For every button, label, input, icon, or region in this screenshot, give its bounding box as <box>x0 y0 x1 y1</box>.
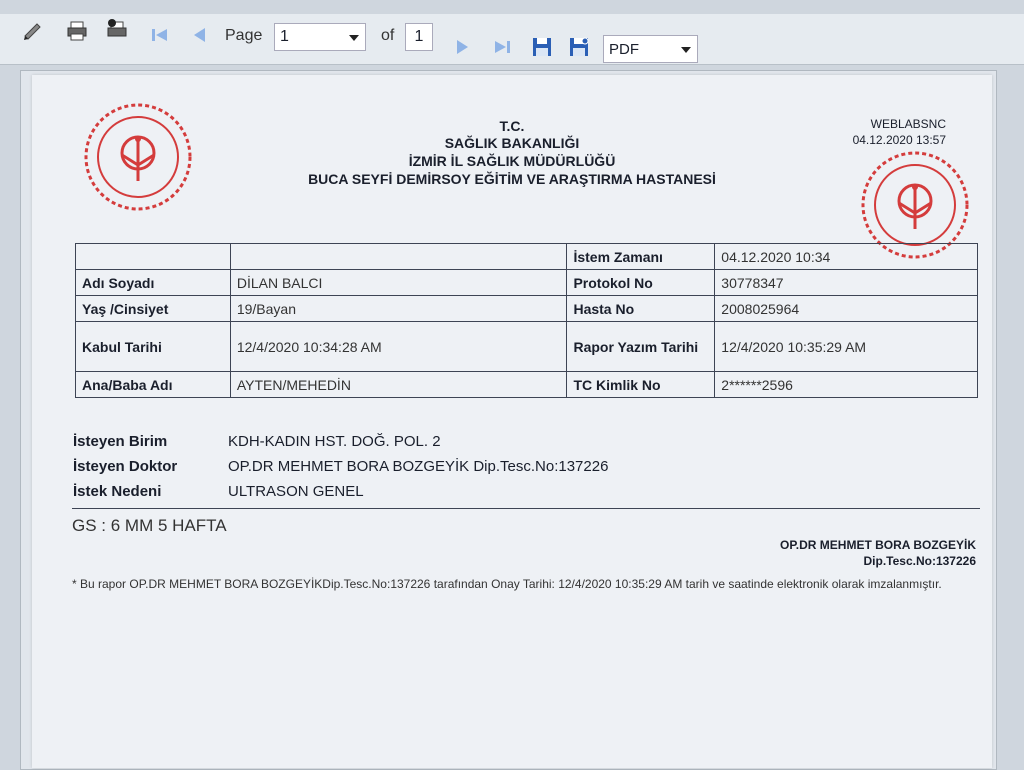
export-icon[interactable] <box>568 36 590 58</box>
isteyen-birim-value: KDH-KADIN HST. DOĞ. POL. 2 <box>228 433 441 450</box>
isteyen-doktor-label: İsteyen Doktor <box>73 458 178 475</box>
chevron-down-icon <box>349 35 359 41</box>
table-row <box>76 244 978 270</box>
table-row <box>76 322 978 372</box>
istem-value: 04.12.2020 10:34 <box>715 244 978 270</box>
system-code: WEBLABSNC <box>870 117 946 131</box>
export-format-value: PDF <box>609 41 639 58</box>
istek-nedeni-label: İstek Nedeni <box>73 483 162 500</box>
istek-nedeni-value: ULTRASON GENEL <box>228 483 364 500</box>
header-directorate: İZMİR İL SAĞLIK MÜDÜRLÜĞÜ <box>408 153 616 169</box>
page-number-select[interactable] <box>274 23 366 51</box>
pencil-icon[interactable] <box>22 20 44 42</box>
table-row <box>76 372 978 398</box>
hasta-label: Hasta No <box>567 296 715 322</box>
last-page-icon[interactable] <box>491 36 513 58</box>
isteyen-birim-label: İsteyen Birim <box>73 433 168 450</box>
hasta-value: 2008025964 <box>715 296 978 322</box>
ana-baba-value: AYTEN/MEHEDİN <box>230 372 567 398</box>
adi-soyadi-value: DİLAN BALCI <box>230 270 567 296</box>
total-pages: 1 <box>405 23 433 51</box>
print-icon[interactable] <box>66 20 88 42</box>
patient-info-table <box>75 243 978 398</box>
signature-name: OP.DR MEHMET BORA BOZGEYİK <box>779 538 976 552</box>
of-label: of <box>381 27 395 44</box>
prev-page-icon[interactable] <box>189 24 211 46</box>
istem-label: İstem Zamanı <box>567 244 715 270</box>
print-datetime: 04.12.2020 13:57 <box>852 133 946 147</box>
adi-soyadi-label: Adı Soyadı <box>76 270 231 296</box>
isteyen-doktor-value: OP.DR MEHMET BORA BOZGEYİK Dip.Tesc.No:137226 <box>228 458 609 475</box>
next-page-icon[interactable] <box>451 36 473 58</box>
tc-kimlik-value: 2******2596 <box>715 372 978 398</box>
ana-baba-label: Ana/Baba Adı <box>76 372 231 398</box>
save-icon[interactable] <box>531 36 553 58</box>
e-signature-note: * Bu rapor OP.DR MEHMET BORA BOZGEYİKDip.Tesc.No:137226 tarafından Onay Tarihi: 12/4/2020 10:35:29 AM tarih ve saatinde elektronik olarak imzalanmıştır. <box>72 577 942 591</box>
yas-value: 19/Bayan <box>230 296 567 322</box>
kabul-value: 12/4/2020 10:34:28 AM <box>230 322 567 372</box>
result-text: GS : 6 MM 5 HAFTA <box>72 516 227 535</box>
empty-cell <box>76 244 231 270</box>
rapor-label: Rapor Yazım Tarihi <box>567 322 715 372</box>
chevron-down-icon <box>681 47 691 53</box>
table-row <box>76 270 978 296</box>
report-toolbar <box>0 14 1024 65</box>
page-label: Page <box>225 27 263 44</box>
header-hospital: BUCA SEYFİ DEMİRSOY EĞİTİM VE ARAŞTIRMA HASTANESİ <box>308 171 716 187</box>
rapor-value: 12/4/2020 10:35:29 AM <box>715 322 978 372</box>
page-number-value: 1 <box>280 28 289 45</box>
table-row <box>76 296 978 322</box>
header-ministry: SAĞLIK BAKANLIĞI <box>444 135 580 151</box>
protokol-label: Protokol No <box>567 270 715 296</box>
first-page-icon[interactable] <box>149 24 171 46</box>
empty-cell <box>230 244 567 270</box>
print-setup-icon[interactable] <box>106 18 128 40</box>
report-page <box>32 75 992 768</box>
signature-dip: Dip.Tesc.No:137226 <box>863 554 976 568</box>
header-tc: T.C. <box>499 118 525 134</box>
protokol-value: 30778347 <box>715 270 978 296</box>
tc-kimlik-label: TC Kimlik No <box>567 372 715 398</box>
kabul-label: Kabul Tarihi <box>76 322 231 372</box>
export-format-select[interactable] <box>603 35 698 63</box>
divider <box>72 508 980 509</box>
yas-label: Yaş /Cinsiyet <box>76 296 231 322</box>
